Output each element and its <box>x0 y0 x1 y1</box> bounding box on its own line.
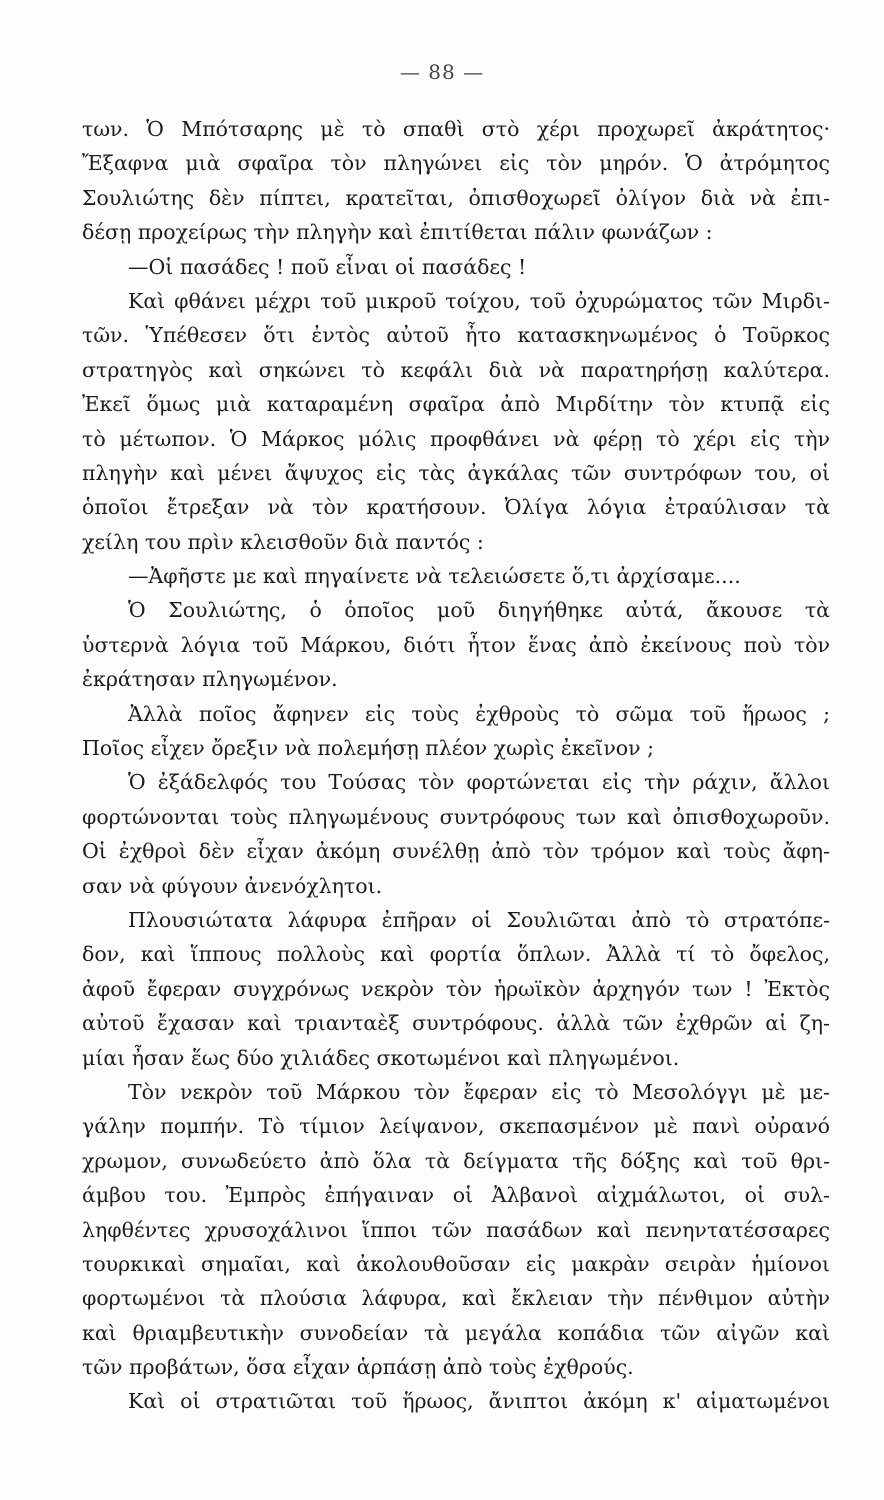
text-line: Ὁ ἐξάδελφός του Τούσας τὸν φορτώνεται εἰς τὴν ράχιν, ἄλλοι <box>128 770 830 795</box>
text-line: τῶν προβάτων, ὅσα εἶχαν ἁρπάσῃ ἀπὸ τοὺς ἐχθρούς. <box>82 1355 634 1380</box>
text-line: ληφθέντες χρυσοχάλινοι ἵπποι τῶν πασάδων καὶ πενηντατέσσαρες <box>82 1217 830 1242</box>
text-line: Οἱ ἐχθροὶ δὲν εἶχαν ἀκόμη συνέλθῃ ἀπὸ τὸν τρόμον καὶ τοὺς ἄφη- <box>82 839 830 864</box>
text-line: χείλη του πρὶν κλεισθοῦν διὰ παντός : <box>82 529 484 554</box>
text-line: τῶν. Ὑπέθεσεν ὅτι ἐντὸς αὐτοῦ ἦτο κατασκηνωμένος ὁ Τοῦρκος <box>82 323 830 348</box>
text-line: Ἀλλὰ ποῖος ἄφηνεν εἰς τοὺς ἐχθροὺς τὸ σῶμα τοῦ ἥρωος ; <box>128 701 830 726</box>
text-line: μίαι ἦσαν ἕως δύο χιλιάδες σκοτωμένοι καὶ πληγωμένοι. <box>82 1045 680 1070</box>
text-line: αὐτοῦ ἔχασαν καὶ τριανταὲξ συντρόφους. ἀλλὰ τῶν ἐχθρῶν αἱ ζη- <box>82 1011 830 1036</box>
text-line: στρατηγὸς καὶ σηκώνει τὸ κεφάλι διὰ νὰ παρατηρήσῃ καλύτερα. <box>82 357 830 382</box>
text-line: Τὸν νεκρὸν τοῦ Μάρκου τὸν ἔφεραν εἰς τὸ Μεσολόγγι μὲ με- <box>128 1079 830 1104</box>
text-line: φορτώνονται τοὺς πληγωμένους συντρόφους των καὶ ὀπισθοχωροῦν. <box>82 804 830 829</box>
text-line: χρωμον, συνωδεύετο ἀπὸ ὅλα τὰ δείγματα τῆς δόξης καὶ τοῦ θρι- <box>82 1148 830 1173</box>
text-line: Καὶ φθάνει μέχρι τοῦ μικροῦ τοίχου, τοῦ ὀχυρώματος τῶν Μιρδι- <box>128 288 830 313</box>
text-line: Σουλιώτης δὲν πίπτει, κρατεῖται, ὀπισθοχωρεῖ ὀλίγον διὰ νὰ ἐπι- <box>82 185 830 210</box>
text-line: φορτωμένοι τὰ πλούσια λάφυρα, καὶ ἔκλειαν τὴν πένθιμον αὐτὴν <box>82 1286 830 1311</box>
text-line: —Οἱ πασάδες ! ποῦ εἶναι οἱ πασάδες ! <box>128 254 527 279</box>
text-line: ὁποῖοι ἔτρεξαν νὰ τὸν κρατήσουν. Ὀλίγα λόγια ἐτραύλισαν τὰ <box>82 495 830 520</box>
text-line: σαν νὰ φύγουν ἀνενόχλητοι. <box>82 873 383 898</box>
text-line: άμβου του. Ἐμπρὸς ἐπήγαιναν οἱ Ἀλβανοὶ αἰχμάλωτοι, οἱ συλ- <box>82 1183 830 1208</box>
text-line: Ἐκεῖ ὅμως μιὰ καταραμένη σφαῖρα ἀπὸ Μιρδίτην τὸν κτυπᾷ εἰς <box>82 392 830 417</box>
text-line: Ὁ Σουλιώτης, ὁ ὁποῖος μοῦ διηγήθηκε αὐτά, ἄκουσε τὰ <box>128 598 830 623</box>
text-line: —Ἀφῆστε με καὶ πηγαίνετε νὰ τελειώσετε ὅ,τι ἀρχίσαμε.... <box>128 564 741 589</box>
text-line: δέσῃ προχείρως τὴν πληγὴν καὶ ἐπιτίθεται πάλιν φωνάζων : <box>82 220 713 245</box>
text-line: δον, καὶ ἵππους πολλοὺς καὶ φορτία ὅπλων. Ἀλλὰ τί τὸ ὄφελος, <box>82 942 830 967</box>
text-line: Ποῖος εἶχεν ὄρεξιν νὰ πολεμήσῃ πλέον χωρὶς ἐκεῖνον ; <box>82 736 655 761</box>
text-line: γάλην πομπήν. Τὸ τίμιον λείψανον, σκεπασμένον μὲ πανὶ οὐρανό <box>82 1114 830 1139</box>
text-line: πληγὴν καὶ μένει ἄψυχος εἰς τὰς ἀγκάλας τῶν συντρόφων του, οἱ <box>82 460 830 485</box>
body-text <box>82 112 830 1419</box>
text-line: Ἔξαφνα μιὰ σφαῖρα τὸν πληγώνει εἰς τὸν μηρόν. Ὁ ἀτρόμητος <box>82 151 830 176</box>
page-number: — 88 — <box>399 60 485 84</box>
text-line: των. Ὁ Μπότσαρης μὲ τὸ σπαθὶ στὸ χέρι προχωρεῖ ἀκράτητος· <box>82 117 830 141</box>
text-line: Καὶ οἱ στρατιῶται τοῦ ἥρωος, ἄνιπτοι ἀκόμη κ' αἱματωμένοι <box>128 1389 830 1414</box>
text-line: καὶ θριαμβευτικὴν συνοδείαν τὰ μεγάλα κοπάδια τῶν αἰγῶν καὶ <box>82 1320 830 1345</box>
text-line: ἀφοῦ ἔφεραν συγχρόνως νεκρὸν τὸν ἡρωϊκὸν ἀρχηγόν των ! Ἐκτὸς <box>82 976 830 1001</box>
text-line: τουρκικαὶ σημαῖαι, καὶ ἀκολουθοῦσαν εἰς μακρὰν σειρὰν ἡμίονοι <box>82 1251 830 1276</box>
text-line: ὑστερνὰ λόγια τοῦ Μάρκου, διότι ἦτον ἕνας ἀπὸ ἐκείνους ποὺ τὸν <box>82 632 830 657</box>
text-line: τὸ μέτωπον. Ὁ Μάρκος μόλις προφθάνει νὰ φέρῃ τὸ χέρι εἰς τὴν <box>82 426 830 451</box>
text-line: Πλουσιώτατα λάφυρα ἐπῆραν οἱ Σουλιῶται ἀπὸ τὸ στρατόπε- <box>128 907 830 932</box>
text-line: ἐκράτησαν πληγωμένον. <box>82 667 338 692</box>
